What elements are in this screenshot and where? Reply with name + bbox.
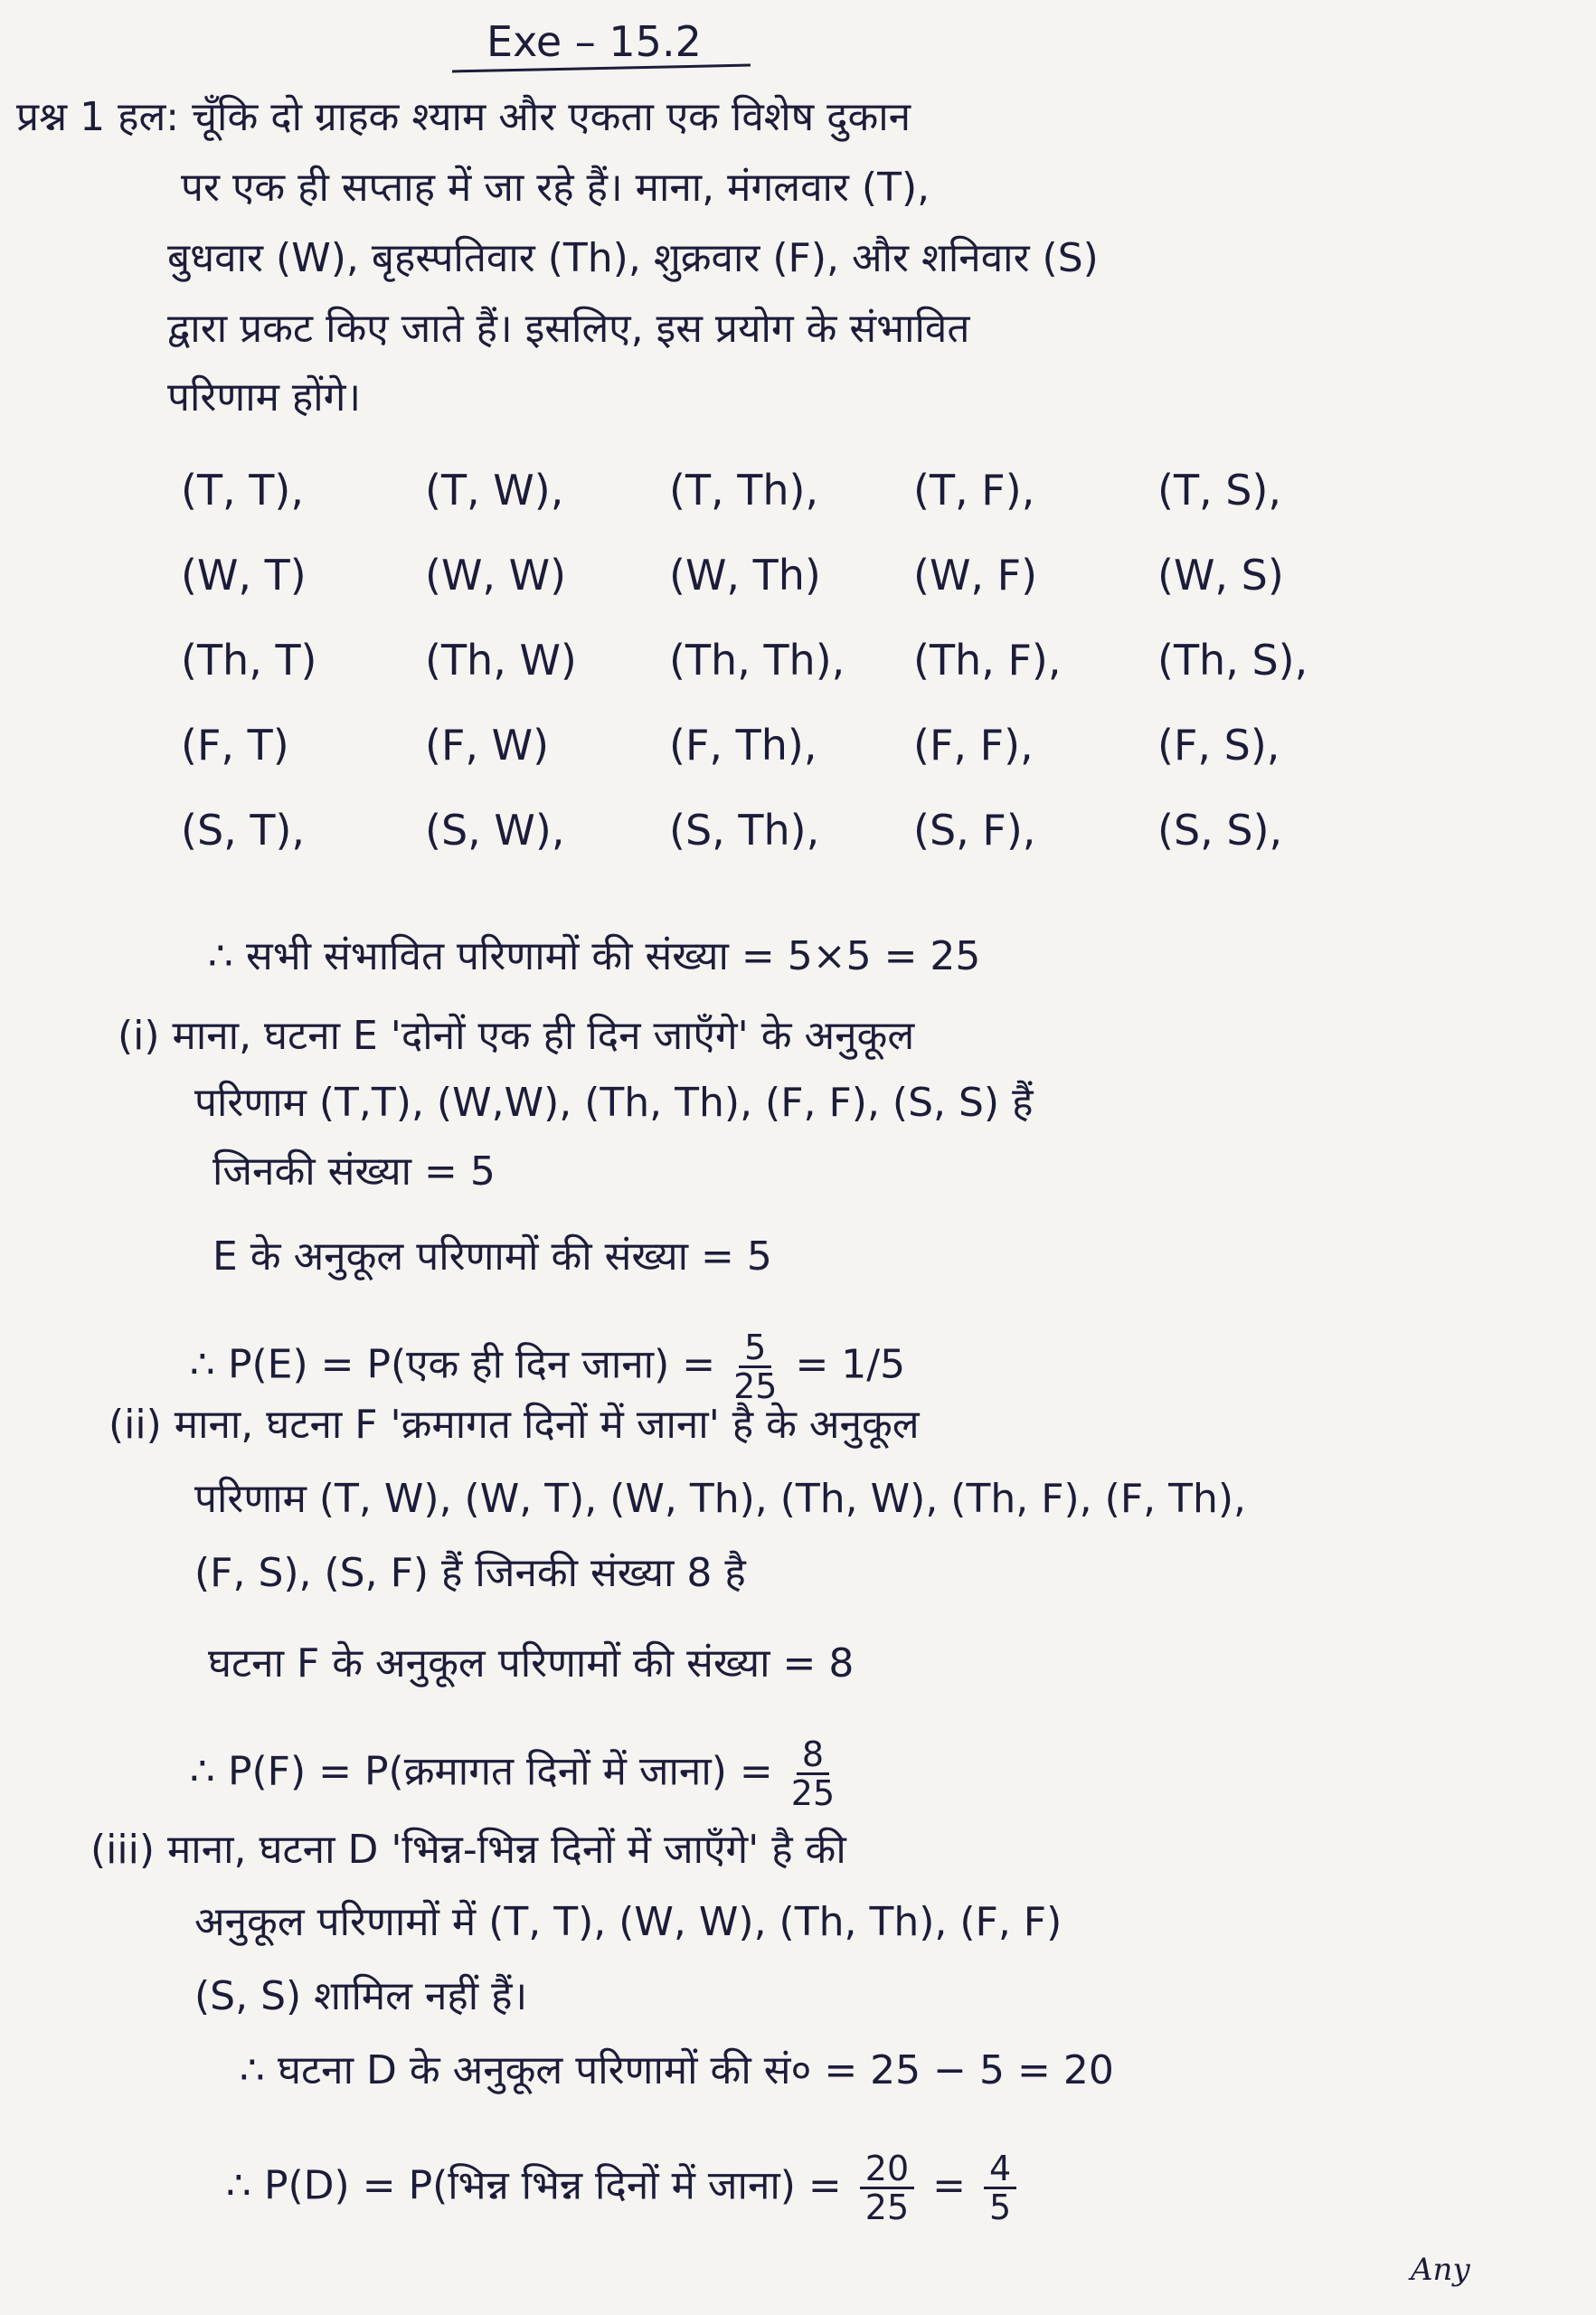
outcome-cell: (W, W) [425, 551, 567, 600]
intro-line-4: द्वारा प्रकट किए जाते हैं। इसलिए, इस प्रयोग के संभावित [167, 306, 970, 352]
part2-line-4: घटना F के अनुकूल परिणामों की संख्या = 8 [208, 1640, 855, 1687]
part1-line-3: जिनकी संख्या = 5 [212, 1148, 496, 1195]
outcome-cell: (T, Th), [669, 466, 819, 515]
part1-line-4: E के अनुकूल परिणामों की संख्या = 5 [212, 1233, 772, 1280]
intro-line-1: प्रश्न 1 हल: चूँकि दो ग्राहक श्याम और एकता एक विशेष दुकान [16, 94, 911, 140]
part3-line-2: अनुकूल परिणामों में (T, T), (W, W), (Th, Th), (F, F) [194, 1899, 1062, 1945]
outcome-cell: (W, Th) [669, 551, 821, 600]
equals-sign: = [932, 2162, 967, 2209]
part3-result [226, 2150, 1022, 2225]
outcome-row [181, 788, 1447, 873]
part2-result-text: ∴ P(F) = P(क्रमागत दिनों में जाना) = [190, 1748, 773, 1795]
outcome-cell: (F, S), [1157, 721, 1280, 770]
outcome-row [181, 618, 1447, 703]
outcome-cell: (T, F), [913, 466, 1035, 515]
outcome-cell: (S, Th), [669, 806, 820, 855]
outcome-cell: (F, F), [913, 721, 1034, 770]
outcome-cell: (Th, F), [913, 636, 1062, 685]
part3-result-text: ∴ P(D) = P(भिन्न भिन्न दिनों में जाना) = [226, 2162, 842, 2209]
fraction-numerator: 5 [739, 1329, 771, 1368]
total-outcomes: ∴ सभी संभावित परिणामों की संख्या = 5×5 = 25 [208, 933, 981, 979]
part1-line-2: परिणाम (T,T), (W,W), (Th, Th), (F, F), (S, S) हैं [194, 1080, 1034, 1126]
outcome-cell: (S, F), [913, 806, 1036, 855]
outcome-cell: (T, S), [1157, 466, 1282, 515]
outcome-cell: (Th, S), [1157, 636, 1308, 685]
outcome-cell: (F, W) [425, 721, 550, 770]
fraction-numerator: 4 [984, 2150, 1016, 2189]
fraction-denominator: 25 [733, 1366, 778, 1406]
outcome-cell: (Th, Th), [669, 636, 845, 685]
part2-line-1: (ii) माना, घटना F 'क्रमागत दिनों में जाना' है के अनुकूल [109, 1402, 920, 1448]
outcome-cell: (W, F) [913, 551, 1038, 600]
outcome-row [181, 533, 1447, 618]
exercise-title: Exe – 15.2 [486, 17, 702, 66]
part1-result-tail: = 1/5 [795, 1341, 906, 1388]
outcome-row [181, 703, 1447, 788]
part2-fraction [791, 1736, 835, 1811]
intro-line-5: परिणाम होंगे। [167, 374, 362, 420]
outcome-cell: (F, Th), [669, 721, 817, 770]
part2-line-2: परिणाम (T, W), (W, T), (W, Th), (Th, W), (Th, F), (F, Th), [194, 1476, 1247, 1522]
outcome-cell: (W, S) [1157, 551, 1284, 600]
outcome-cell: (Th, W) [425, 636, 577, 685]
intro-line-3: बुधवार (W), बृहस्पतिवार (Th), शुक्रवार (F), और शनिवार (S) [167, 235, 1099, 281]
outcome-cell: (S, S), [1157, 806, 1283, 855]
outcome-cell: (T, T), [181, 466, 304, 515]
sample-space-grid [181, 448, 1447, 873]
outcome-cell: (S, T), [181, 806, 306, 855]
fraction-numerator: 8 [797, 1736, 829, 1775]
part1-fraction [733, 1329, 777, 1404]
fraction-denominator: 25 [864, 2187, 910, 2227]
outcome-cell: (T, W), [425, 466, 564, 515]
part3-line-3: (S, S) शामिल नहीं हैं। [194, 1973, 528, 2019]
part3-fraction [860, 2150, 914, 2225]
part3-fraction-simplified [984, 2150, 1016, 2225]
part1-line-1: (i) माना, घटना E 'दोनों एक ही दिन जाएँगे' के अनुकूल [118, 1013, 915, 1059]
fraction-denominator: 5 [989, 2187, 1012, 2227]
outcome-cell: (F, T) [181, 721, 289, 770]
part1-result-text: ∴ P(E) = P(एक ही दिन जाना) = [190, 1341, 716, 1388]
intro-line-2: पर एक ही सप्ताह में जा रहे हैं। माना, मंगलवार (T), [181, 165, 930, 211]
outcome-cell: (S, W), [425, 806, 565, 855]
outcome-row [181, 448, 1447, 533]
part3-line-4: ∴ घटना D के अनुकूल परिणामों की सं० = 25 − 5 = 20 [240, 2047, 1114, 2093]
signature: Any [1411, 2252, 1470, 2288]
outcome-cell: (W, T) [181, 551, 307, 600]
outcome-cell: (Th, T) [181, 636, 317, 685]
part1-result [190, 1329, 905, 1404]
part2-line-3: (F, S), (S, F) हैं जिनकी संख्या 8 है [194, 1550, 746, 1596]
fraction-denominator: 25 [790, 1773, 836, 1813]
part2-result [190, 1736, 840, 1811]
fraction-numerator: 20 [860, 2150, 914, 2189]
part3-line-1: (iii) माना, घटना D 'भिन्न-भिन्न दिनों में जाएँगे' है की [90, 1827, 846, 1873]
